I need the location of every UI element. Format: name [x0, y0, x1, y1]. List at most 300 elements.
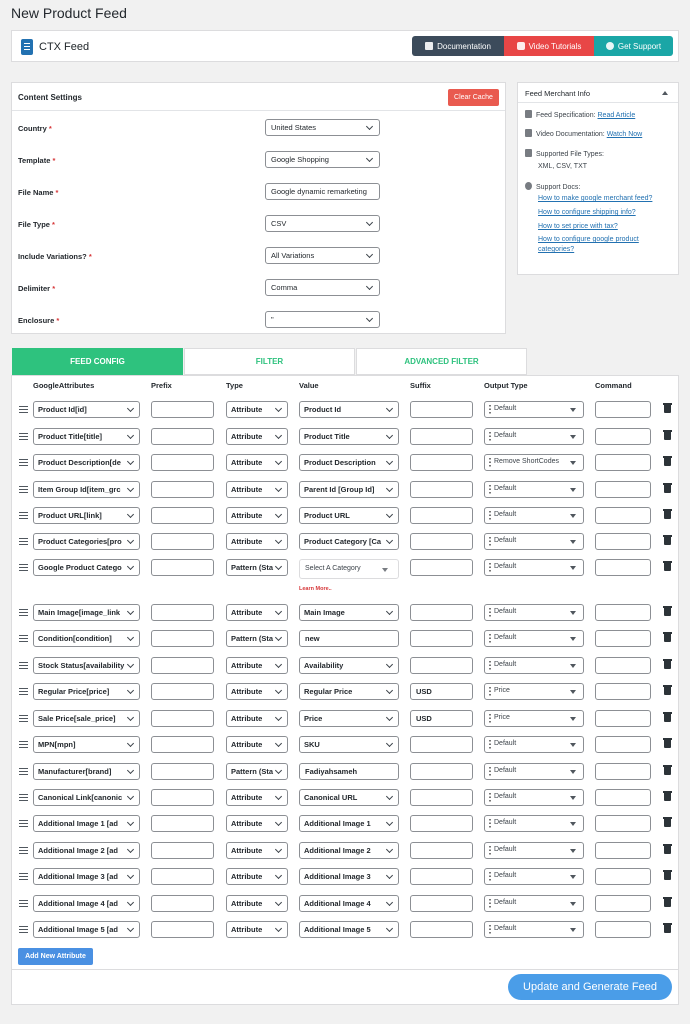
content-settings-title: Content Settings [18, 93, 82, 102]
doc-link-categories[interactable]: How to configure google product [538, 236, 639, 243]
attribute-value: Product Id[id] [38, 405, 87, 414]
chevron-down-icon [127, 634, 134, 641]
type-select[interactable] [226, 763, 288, 780]
output-type-value: Default [494, 634, 517, 641]
command-input[interactable] [595, 454, 651, 471]
suffix-input[interactable] [410, 630, 473, 647]
attribute-select[interactable] [33, 559, 140, 576]
google-category-select[interactable] [299, 559, 399, 579]
prefix-input[interactable] [151, 736, 214, 753]
type-select[interactable] [226, 657, 288, 674]
attribute-value: Product Categories[pro [38, 537, 122, 546]
attribute-select[interactable] [33, 815, 140, 832]
type-select[interactable] [226, 481, 288, 498]
attribute-select[interactable] [33, 736, 140, 753]
drag-handle-icon[interactable] [19, 564, 28, 571]
attribute-select[interactable] [33, 604, 140, 621]
drag-handle-icon[interactable] [19, 609, 28, 616]
prefix-input[interactable] [151, 842, 214, 859]
field-value: Google Shopping [271, 155, 329, 164]
trash-icon[interactable] [664, 793, 671, 801]
output-type-select[interactable] [484, 533, 584, 550]
chevron-down-icon [366, 315, 373, 322]
settings-select[interactable] [265, 151, 380, 168]
prefix-input[interactable] [151, 710, 214, 727]
output-type-select[interactable] [484, 401, 584, 418]
trash-icon[interactable] [664, 767, 671, 775]
type-select[interactable] [226, 868, 288, 885]
command-input[interactable] [595, 736, 651, 753]
suffix-input[interactable] [410, 559, 473, 576]
output-type-select[interactable] [484, 559, 584, 576]
video-tutorials-button[interactable] [504, 36, 594, 56]
prefix-input[interactable] [151, 507, 214, 524]
trash-icon[interactable] [664, 872, 671, 880]
drag-handle-icon[interactable] [19, 635, 28, 642]
trash-icon[interactable] [664, 458, 671, 466]
type-select[interactable] [226, 533, 288, 550]
get-support-button[interactable] [594, 36, 673, 56]
field-label-text: File Type [18, 220, 50, 229]
chevron-down-icon [386, 458, 393, 465]
prefix-input[interactable] [151, 657, 214, 674]
type-value: Attribute [231, 846, 263, 855]
required-marker: * [48, 124, 52, 133]
drag-handle-icon[interactable] [19, 715, 28, 722]
chevron-down-icon [570, 461, 576, 465]
attribute-select[interactable] [33, 533, 140, 550]
suffix-input[interactable] [410, 736, 473, 753]
panel-divider [11, 969, 679, 970]
type-value: Attribute [231, 714, 263, 723]
drag-handle-icon[interactable] [19, 688, 28, 695]
suffix-input[interactable] [410, 401, 473, 418]
documentation-button[interactable] [412, 36, 504, 56]
prefix-input[interactable] [151, 683, 214, 700]
chevron-down-icon [127, 608, 134, 615]
doc-link-merchant-feed[interactable]: How to make google merchant feed? [538, 195, 653, 202]
output-type-select[interactable] [484, 842, 584, 859]
output-type-select[interactable] [484, 481, 584, 498]
type-select[interactable] [226, 683, 288, 700]
chevron-down-icon [275, 872, 282, 879]
suffix-input[interactable] [410, 604, 473, 621]
attribute-value: Additional Image 4 [ad [38, 899, 119, 908]
attribute-select[interactable] [33, 630, 140, 647]
prefix-input[interactable] [151, 401, 214, 418]
attribute-select[interactable] [33, 789, 140, 806]
value-select[interactable] [299, 736, 399, 753]
suffix-input[interactable] [410, 454, 473, 471]
drag-handle-icon[interactable] [19, 538, 28, 545]
field-label-text: Country [18, 124, 47, 133]
suffix-input[interactable] [410, 428, 473, 445]
attribute-value: Canonical Link[canonic [38, 793, 123, 802]
field-label [18, 284, 55, 293]
value-select[interactable] [299, 604, 399, 621]
output-type-select[interactable] [484, 454, 584, 471]
file-name-input[interactable] [265, 183, 380, 200]
required-marker: * [56, 316, 60, 325]
chevron-down-icon [275, 608, 282, 615]
type-value: Attribute [231, 432, 263, 441]
chevron-down-icon [570, 664, 576, 668]
prefix-input[interactable] [151, 763, 214, 780]
trash-icon[interactable] [664, 432, 671, 440]
trash-icon[interactable] [664, 819, 671, 827]
col-value: Value [299, 381, 319, 390]
content-settings-header [12, 83, 505, 111]
type-value: Attribute [231, 458, 263, 467]
suffix-input[interactable] [410, 683, 473, 700]
value-select[interactable] [299, 789, 399, 806]
prefix-input[interactable] [151, 868, 214, 885]
chevron-down-icon [127, 899, 134, 906]
type-select[interactable] [226, 507, 288, 524]
chevron-down-icon [275, 511, 282, 518]
doc-link-shipping[interactable]: How to configure shipping info? [538, 209, 636, 216]
drag-handle-icon[interactable] [19, 820, 28, 827]
trash-icon[interactable] [664, 634, 671, 642]
output-type-select[interactable] [484, 736, 584, 753]
watch-now-link[interactable]: Watch Now [606, 131, 643, 138]
output-type-select[interactable] [484, 895, 584, 912]
prefix-input[interactable] [151, 533, 214, 550]
suffix-input[interactable] [410, 481, 473, 498]
value-select[interactable] [299, 815, 399, 832]
collapse-caret-icon[interactable] [662, 91, 668, 95]
value-text: Main Image [304, 608, 345, 617]
output-type-value: Default [494, 661, 517, 668]
output-type-value: Default [494, 740, 517, 747]
attribute-select[interactable] [33, 921, 140, 938]
chevron-down-icon [570, 743, 576, 747]
output-type-select[interactable] [484, 710, 584, 727]
drag-handle-icon[interactable] [19, 873, 28, 880]
chevron-down-icon [570, 435, 576, 439]
prefix-input[interactable] [151, 895, 214, 912]
value-text: Additional Image 5 [304, 925, 371, 934]
chevron-down-icon [127, 767, 134, 774]
feed-merchant-info-panel [517, 82, 679, 275]
prefix-input[interactable] [151, 454, 214, 471]
command-input[interactable] [595, 559, 651, 576]
prefix-input[interactable] [151, 789, 214, 806]
command-input[interactable] [595, 630, 651, 647]
suffix-input[interactable] [410, 868, 473, 885]
attribute-select[interactable] [33, 401, 140, 418]
trash-icon[interactable] [664, 661, 671, 669]
chevron-down-icon [127, 661, 134, 668]
video-label: Video Documentation: [536, 131, 605, 138]
value-select[interactable] [299, 868, 399, 885]
field-label-text: Template [18, 156, 51, 165]
video-icon [525, 129, 532, 137]
output-type-value: Default [494, 405, 517, 412]
chevron-down-icon [570, 540, 576, 544]
value-select[interactable] [299, 895, 399, 912]
output-type-select[interactable] [484, 683, 584, 700]
type-select[interactable] [226, 815, 288, 832]
brand-bar [11, 30, 679, 62]
command-input[interactable] [595, 921, 651, 938]
output-type-value: Default [494, 537, 517, 544]
command-input[interactable] [595, 710, 651, 727]
suffix-input[interactable] [410, 815, 473, 832]
drag-handle-icon[interactable] [19, 794, 28, 801]
prefix-input[interactable] [151, 428, 214, 445]
output-type-value: Remove ShortCodes [494, 458, 559, 465]
chevron-down-icon [127, 563, 134, 570]
command-input[interactable] [595, 815, 651, 832]
settings-select[interactable] [265, 215, 380, 232]
command-input[interactable] [595, 657, 651, 674]
drag-handle-icon[interactable] [19, 662, 28, 669]
field-label [18, 156, 55, 165]
command-input[interactable] [595, 868, 651, 885]
drag-handle-icon[interactable] [19, 459, 28, 466]
settings-select[interactable] [265, 311, 380, 328]
trash-icon[interactable] [664, 687, 671, 695]
settings-select[interactable] [265, 279, 380, 296]
output-type-value: Default [494, 793, 517, 800]
chevron-down-icon [275, 458, 282, 465]
type-value: Attribute [231, 608, 263, 617]
chevron-down-icon [386, 537, 393, 544]
attribute-select[interactable] [33, 895, 140, 912]
chevron-down-icon [275, 537, 282, 544]
output-type-value: Price [494, 714, 510, 721]
drag-handle-icon[interactable] [19, 406, 28, 413]
type-select[interactable] [226, 604, 288, 621]
value-select[interactable] [299, 533, 399, 550]
attribute-value: Additional Image 3 [ad [38, 872, 119, 881]
prefix-input[interactable] [151, 815, 214, 832]
attribute-value: Stock Status[availability [38, 661, 125, 670]
field-value: Google dynamic remarketing [271, 187, 367, 196]
trash-icon[interactable] [664, 537, 671, 545]
command-input[interactable] [595, 507, 651, 524]
chevron-down-icon [127, 819, 134, 826]
field-value: All Variations [271, 251, 315, 260]
output-type-select[interactable] [484, 428, 584, 445]
prefix-input[interactable] [151, 604, 214, 621]
attribute-select[interactable] [33, 657, 140, 674]
drag-handle-icon[interactable] [19, 433, 28, 440]
value-select[interactable] [299, 481, 399, 498]
command-input[interactable] [595, 789, 651, 806]
trash-icon[interactable] [664, 608, 671, 616]
read-article-link[interactable]: Read Article [597, 112, 636, 119]
trash-icon[interactable] [664, 511, 671, 519]
clear-cache-button[interactable]: Clear Cache [448, 89, 499, 106]
attribute-select[interactable] [33, 710, 140, 727]
prefix-input[interactable] [151, 559, 214, 576]
drag-handle-icon[interactable] [19, 486, 28, 493]
value-select[interactable] [299, 507, 399, 524]
type-select[interactable] [226, 921, 288, 938]
command-input[interactable] [595, 683, 651, 700]
suffix-input[interactable] [410, 507, 473, 524]
type-select[interactable] [226, 454, 288, 471]
value-select[interactable] [299, 454, 399, 471]
value-input[interactable] [299, 630, 399, 647]
video-tutorials-label: Video Tutorials [528, 41, 582, 51]
file-types-line [525, 149, 604, 158]
command-input[interactable] [595, 533, 651, 550]
drag-handle-icon[interactable] [19, 847, 28, 854]
update-generate-feed-button[interactable]: Update and Generate Feed [508, 974, 672, 1000]
command-input[interactable] [595, 428, 651, 445]
attribute-select[interactable] [33, 683, 140, 700]
drag-handle-icon[interactable] [19, 900, 28, 907]
trash-icon[interactable] [664, 899, 671, 907]
trash-icon[interactable] [664, 563, 671, 571]
drag-handle-icon[interactable] [19, 926, 28, 933]
trash-icon[interactable] [664, 485, 671, 493]
drag-handle-icon[interactable] [19, 768, 28, 775]
merchant-header[interactable] [518, 83, 678, 103]
output-type-select[interactable] [484, 604, 584, 621]
trash-icon[interactable] [664, 846, 671, 854]
learn-more-link[interactable]: Learn More.. [299, 586, 332, 592]
suffix-input[interactable] [410, 710, 473, 727]
chevron-down-icon [570, 902, 576, 906]
command-input[interactable] [595, 842, 651, 859]
type-value: Pattern (Sta [231, 634, 274, 643]
suffix-input[interactable] [410, 789, 473, 806]
doc-link-price-tax[interactable]: How to set price with tax? [538, 223, 618, 230]
settings-select[interactable] [265, 247, 380, 264]
attribute-select[interactable] [33, 763, 140, 780]
value-select[interactable] [299, 657, 399, 674]
output-type-select[interactable] [484, 657, 584, 674]
suffix-input[interactable] [410, 895, 473, 912]
chevron-down-icon [386, 819, 393, 826]
prefix-input[interactable] [151, 481, 214, 498]
type-select[interactable] [226, 630, 288, 647]
output-type-select[interactable] [484, 868, 584, 885]
suffix-input[interactable] [410, 657, 473, 674]
type-select[interactable] [226, 789, 288, 806]
chevron-down-icon [275, 846, 282, 853]
command-input[interactable] [595, 481, 651, 498]
chevron-down-icon [366, 283, 373, 290]
tab-feed-config[interactable]: FEED CONFIG [12, 348, 183, 375]
type-select[interactable] [226, 401, 288, 418]
output-type-select[interactable] [484, 789, 584, 806]
type-select[interactable] [226, 736, 288, 753]
category-placeholder: Select A Category [305, 565, 361, 572]
output-type-value: Default [494, 767, 517, 774]
tab-filter[interactable]: FILTER [184, 348, 355, 375]
suffix-input[interactable] [410, 533, 473, 550]
value-select[interactable] [299, 428, 399, 445]
value-select[interactable] [299, 842, 399, 859]
value-input[interactable] [299, 763, 399, 780]
chevron-down-icon [386, 511, 393, 518]
attribute-select[interactable] [33, 481, 140, 498]
suffix-value: USD [416, 687, 432, 696]
drag-handle-icon[interactable] [19, 741, 28, 748]
attribute-value: Google Product Catego [38, 563, 122, 572]
type-select[interactable] [226, 842, 288, 859]
required-marker: * [52, 284, 56, 293]
type-select[interactable] [226, 710, 288, 727]
output-type-select[interactable] [484, 507, 584, 524]
trash-icon[interactable] [664, 405, 671, 413]
attribute-select[interactable] [33, 507, 140, 524]
output-type-value: Default [494, 511, 517, 518]
output-type-select[interactable] [484, 763, 584, 780]
chevron-down-icon [127, 537, 134, 544]
chevron-down-icon [386, 687, 393, 694]
attribute-select[interactable] [33, 428, 140, 445]
value-text: Additional Image 3 [304, 872, 371, 881]
col-prefix: Prefix [151, 381, 172, 390]
value-select[interactable] [299, 401, 399, 418]
prefix-input[interactable] [151, 630, 214, 647]
command-input[interactable] [595, 763, 651, 780]
attribute-select[interactable] [33, 868, 140, 885]
add-new-attribute-button[interactable]: Add New Attribute [18, 948, 93, 965]
col-output-type: Output Type [484, 381, 528, 390]
type-select[interactable] [226, 428, 288, 445]
trash-icon[interactable] [664, 925, 671, 933]
chevron-down-icon [127, 872, 134, 879]
output-type-select[interactable] [484, 630, 584, 647]
value-select[interactable] [299, 683, 399, 700]
output-type-select[interactable] [484, 921, 584, 938]
value-select[interactable] [299, 710, 399, 727]
type-select[interactable] [226, 559, 288, 576]
chevron-down-icon [275, 563, 282, 570]
suffix-input[interactable] [410, 921, 473, 938]
attribute-select[interactable] [33, 842, 140, 859]
chevron-down-icon [127, 714, 134, 721]
output-type-select[interactable] [484, 815, 584, 832]
drag-handle-icon[interactable] [19, 512, 28, 519]
chevron-down-icon [275, 925, 282, 932]
chevron-down-icon [275, 432, 282, 439]
types-label: Supported File Types: [536, 151, 604, 158]
type-select[interactable] [226, 895, 288, 912]
attribute-select[interactable] [33, 454, 140, 471]
suffix-input[interactable] [410, 842, 473, 859]
brand-name: CTX Feed [39, 41, 90, 53]
value-text: Product URL [304, 511, 350, 520]
suffix-input[interactable] [410, 763, 473, 780]
type-value: Attribute [231, 819, 263, 828]
field-label [18, 188, 58, 197]
command-input[interactable] [595, 604, 651, 621]
prefix-input[interactable] [151, 921, 214, 938]
attribute-value: Product URL[link] [38, 511, 102, 520]
settings-select[interactable] [265, 119, 380, 136]
chevron-down-icon [570, 488, 576, 492]
command-input[interactable] [595, 895, 651, 912]
chevron-down-icon [275, 634, 282, 641]
trash-icon[interactable] [664, 740, 671, 748]
value-select[interactable] [299, 921, 399, 938]
attribute-value: Regular Price[price] [38, 687, 110, 696]
col-command: Command [595, 381, 632, 390]
doc-link-categories-cont[interactable]: categories? [538, 246, 575, 253]
chevron-down-icon [570, 408, 576, 412]
trash-icon[interactable] [664, 714, 671, 722]
command-input[interactable] [595, 401, 651, 418]
tab-advanced-filter[interactable]: ADVANCED FILTER [356, 348, 527, 375]
